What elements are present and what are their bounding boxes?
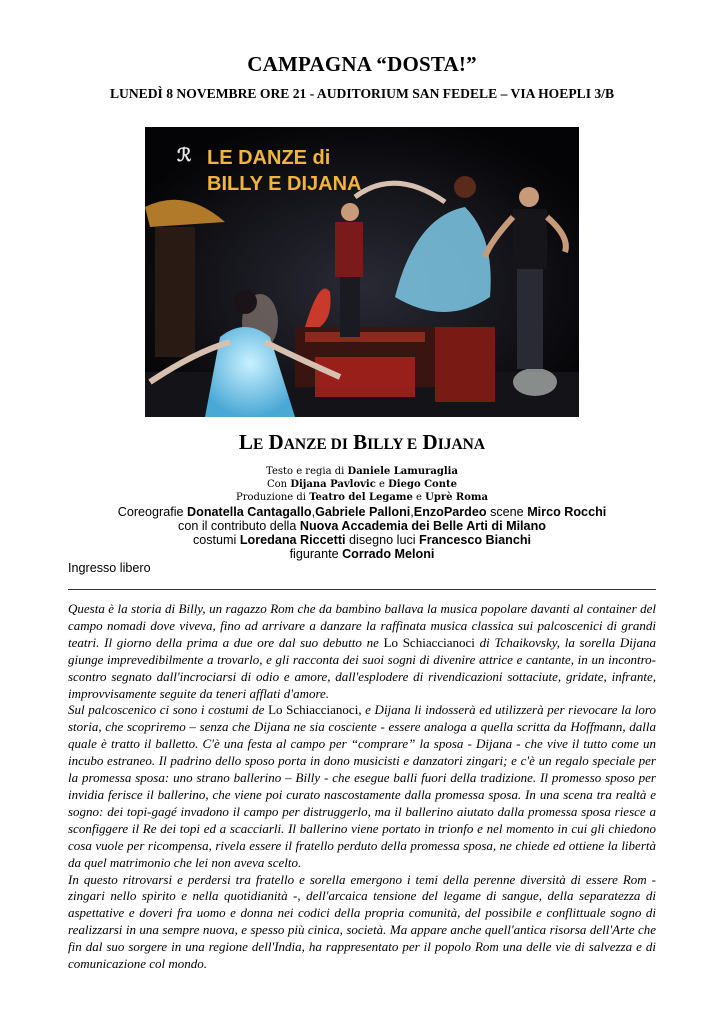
synopsis-paragraph-2: Sul palcoscenico ci sono i costumi de Lo Schiaccianoci, e Dijana li indosserà ed utilizzerà per rievocare la loro storia, che scopriremo – senza che Dijana ne sia cosciente - essere analoga a quella scritta da Hoffmann, dalla quale è tratto il balletto. C'è una festa al campo per “comprare” la sposa - Dijana - che vive il tutto come un incubo estraneo. Il padrino dello sposo porta in dono musicisti e danzatori zingari; e c'è un regalo speciale per la promessa sposa: uno strano ballerino – Billy - che esegue balli fuori della tradizione. Il promesso sposo per invidia ferisce il ballerino, che viene poi curato nascostamente dalla promessa sposa. In una scena tra realtà e sogno: dei topi-gagé invadono il campo per distruggerlo, ma il ballerino aiutato dalla promessa sposa riesce a sconfiggere il Re dei topi ed a scacciarli. Il ballerino viene portato in trionfo e nel momento in cui gli chiedono cosa vuole per ricompensa, rivela essere il fratello perduto della promessa sposa, ne chiede ed ottiene la libertà da quel matrimonio che lei non aveva scelto. bbox=[68, 702, 656, 870]
poster-title-line1: LE DANZE di bbox=[207, 147, 331, 169]
synopsis-paragraph-3: In questo ritrovarsi e perdersi tra fratello e sorella emergono i temi della perenne diversità di essere Rom - zingari nello spirito e nella quotidianità -, dell'arcaica tensione del legame di sangue, della separatezza di aspettative e doveri fra uomo e donna nei codici della propria comunità, del possibile e conflittuale sogno di realizzarsi in una sempre nuova, e spesso più cinica, società. Ma appare anche quell'antica risorsa dell'Arte che fin dal suo sorgere in una regione dell'India, ha rappresentato per il popolo Rom una delle vie di salvezza e di comunicazione col mondo. bbox=[68, 871, 656, 972]
credit-choreography: Coreografie Donatella Cantagallo,Gabriele Palloni,EnzoPardeo scene Mirco Rocchi bbox=[117, 505, 607, 519]
synopsis-paragraph-1: Questa è la storia di Billy, un ragazzo Rom che da bambino ballava la musica popolare davanti al container del campo nomadi dove viveva, fino ad arrivare a danzare la raffinata musica classica sui palcoscenici di grandi teatri. Il giorno della prima a due ore dal suo debutto ne Lo Schiaccianoci di Tchaikovsky, la sorella Dijana giunge imprevedibilmente a trovarlo, e gli racconta dei suoi sogni di divenire attrice e cantante, in un incontro-scontro segnato dall'incrociarsi di odio e amore, dall'esplodere di rivendicazioni sottaciute, gridate, infrante, improvvisamente seguite da teneri afflati d'amore. bbox=[68, 601, 656, 701]
show-title: LE DANZE DI BILLY E DIJANA bbox=[238, 430, 486, 454]
theatre-logo-icon bbox=[177, 145, 192, 166]
synopsis bbox=[68, 601, 656, 973]
campaign-title: CAMPAGNA “DOSTA!” bbox=[247, 52, 477, 76]
credit-costumes-lights: costumi Loredana Riccetti disegno luci Francesco Bianchi bbox=[192, 533, 532, 547]
credit-extra: figurante Corrado Meloni bbox=[289, 547, 435, 561]
credit-production: Produzione di Teatro del Legame e Uprè Roma bbox=[236, 492, 488, 503]
svg-text:ℛ: ℛ bbox=[177, 145, 192, 166]
credit-author: Testo e regia di Daniele Lamuraglia bbox=[266, 466, 458, 477]
event-details: LUNEDÌ 8 NOVEMBRE ORE 21 - AUDITORIUM SAN FEDELE – VIA HOEPLI 3/B bbox=[109, 86, 615, 101]
credit-contribution: con il contributo della Nuova Accademia dei Belle Arti di Milano bbox=[178, 519, 546, 533]
entry-note: Ingresso libero bbox=[68, 561, 151, 575]
poster-title-line2: BILLY E DIJANA bbox=[207, 173, 362, 195]
credit-cast: Con Dijana Pavlovic e Diego Conte bbox=[267, 479, 457, 490]
show-poster-image bbox=[145, 127, 579, 417]
divider bbox=[68, 589, 656, 590]
